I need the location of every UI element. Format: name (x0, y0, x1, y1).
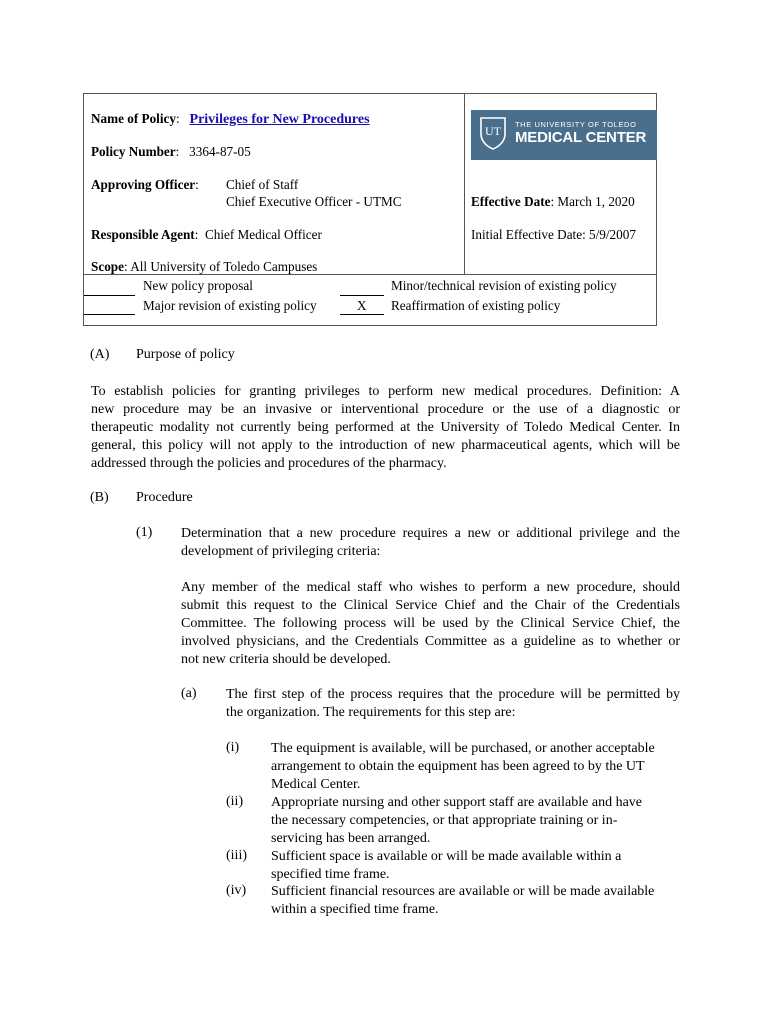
roman-i-line: arrangement to obtain the equipment has been agreed to by the UT (271, 759, 645, 774)
responsible-agent-row: Responsible Agent: Chief Medical Officer (91, 227, 322, 242)
approving-officer-label-row: Approving Officer: (91, 177, 199, 192)
policy-name-row: Name of Policy: Privileges for New Procedures (91, 111, 370, 127)
purpose-line: new procedure may be an invasive or interventional procedure or the use of a diagnostic or (91, 402, 680, 417)
revision-option-major: Major revision of existing policy (143, 298, 317, 313)
purpose-line: To establish policies for granting privileges to perform new medical procedures. Definition: A (91, 384, 680, 399)
roman-i-line: The equipment is available, will be purchased, or another acceptable (271, 741, 655, 756)
member-line: submit this request to the Clinical Service Chief and the Chair of the Credentials (181, 598, 680, 613)
purpose-paragraph (91, 383, 680, 473)
revision-option-minor: Minor/technical revision of existing policy (391, 278, 617, 293)
purpose-line: general, this policy will not apply to the introduction of new pharmaceutical agents, which will be (91, 438, 680, 453)
item-1-line: Determination that a new procedure requires a new or additional privilege and the (181, 526, 680, 541)
scope-label: Scope (91, 259, 124, 274)
revision-blank-minor[interactable] (340, 295, 384, 296)
item-1-text (181, 525, 680, 561)
logo-university-text: THE UNIVERSITY OF TOLEDO (515, 120, 637, 129)
roman-i-line: Medical Center. (271, 777, 361, 792)
revision-option-new: New policy proposal (143, 278, 253, 293)
roman-ii-line: servicing has been arranged. (271, 831, 431, 846)
purpose-line: addressed through the policies and procedures of the pharmacy. (91, 456, 447, 471)
approving-officer-value-2: Chief Executive Officer - UTMC (226, 194, 402, 209)
item-a-text (226, 686, 680, 722)
responsible-agent-value: Chief Medical Officer (204, 227, 322, 242)
header-divider-vertical (464, 93, 465, 275)
member-line: Any member of the medical staff who wishes to perform a new procedure, should (181, 580, 680, 595)
roman-iii-line: specified time frame. (271, 867, 390, 882)
revision-option-reaffirmation: Reaffirmation of existing policy (391, 298, 561, 313)
effective-date-label: Effective Date (471, 194, 551, 209)
policy-name-link[interactable]: Privileges for New Procedures (189, 112, 370, 127)
roman-iii-number: (iii) (226, 848, 247, 863)
roman-iv-number: (iv) (226, 883, 247, 898)
member-line: involved physicians, and the Credentials Committee as a guideline as to whether or (181, 634, 680, 649)
effective-date-value: March 1, 2020 (557, 194, 635, 209)
purpose-line: therapeutic modality not currently being performed at the University of Toledo Medical Center. In (91, 420, 680, 435)
responsible-agent-label: Responsible Agent (91, 227, 195, 242)
policy-number-label: Policy Number (91, 144, 176, 159)
scope-row: Scope: All University of Toledo Campuses (91, 259, 318, 274)
item-1-number: (1) (136, 525, 153, 540)
roman-i-text (271, 740, 680, 794)
logo-mark: UT (485, 124, 501, 138)
roman-ii-number: (ii) (226, 794, 244, 809)
approving-officer-value-1: Chief of Staff (226, 177, 299, 192)
initial-effective-date: Initial Effective Date: 5/9/2007 (471, 227, 636, 242)
member-line: not new criteria should be developed. (181, 652, 391, 667)
member-line: Committee. The following process will be used by the Clinical Service Chief, the (181, 616, 680, 631)
ut-medical-center-logo (471, 110, 657, 160)
roman-ii-line: Appropriate nursing and other support staff are available and have (271, 795, 642, 810)
roman-iv-line: within a specified time frame. (271, 902, 439, 917)
revision-blank-reaffirmation[interactable] (340, 314, 384, 315)
item-1-line: development of privileging criteria: (181, 544, 381, 559)
scope-value: All University of Toledo Campuses (130, 259, 318, 274)
roman-iii-text (271, 848, 680, 884)
section-a-title: Purpose of policy (136, 347, 235, 362)
revision-mark-reaffirmation: X (357, 298, 367, 313)
roman-i-number: (i) (226, 740, 240, 755)
roman-ii-text (271, 794, 680, 848)
policy-number-row: Policy Number: 3364-87-05 (91, 144, 251, 159)
ut-shield-icon (479, 116, 507, 150)
item-a-line: The first step of the process requires that the procedure will be permitted by (226, 687, 680, 702)
effective-date-row: Effective Date: March 1, 2020 (471, 194, 635, 209)
roman-ii-line: the necessary competencies, or that appropriate training or in- (271, 813, 618, 828)
section-a-number: (A) (90, 347, 110, 362)
item-a-number: (a) (181, 686, 197, 701)
roman-iv-line: Sufficient financial resources are available or will be made available (271, 884, 655, 899)
roman-iv-text (271, 883, 680, 919)
revision-blank-major[interactable] (84, 314, 135, 315)
logo-medical-center-text: MEDICAL CENTER (515, 129, 647, 146)
approving-officer-label: Approving Officer (91, 177, 196, 192)
policy-number-value: 3364-87-05 (189, 144, 251, 159)
revision-blank-new[interactable] (84, 295, 135, 296)
policy-name-label: Name of Policy (91, 111, 176, 126)
section-b-title: Procedure (136, 490, 193, 505)
member-paragraph (181, 579, 680, 669)
item-a-line: the organization. The requirements for this step are: (226, 705, 516, 720)
section-b-number: (B) (90, 490, 109, 505)
roman-iii-line: Sufficient space is available or will be made available within a (271, 849, 622, 864)
